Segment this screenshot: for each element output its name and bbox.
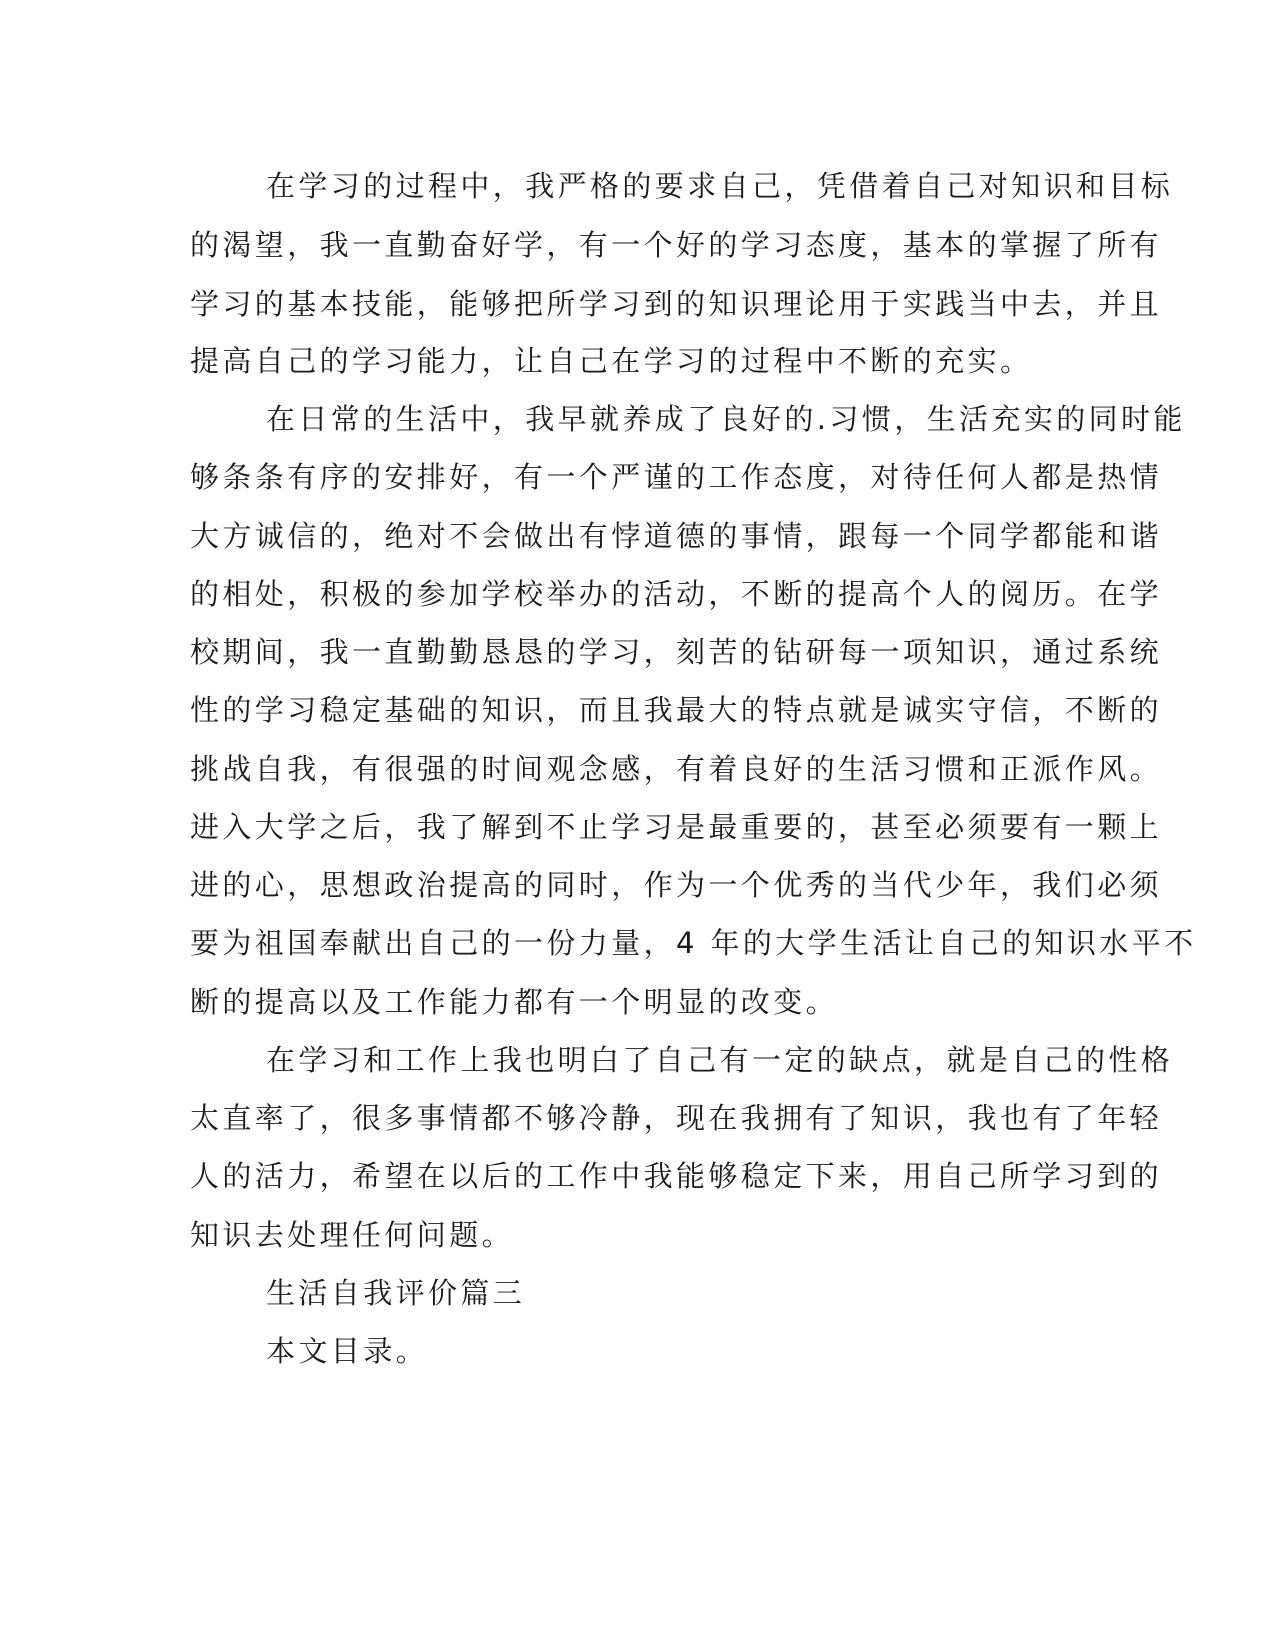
paragraph-line: 的相处，积极的参加学校举办的活动，不断的提高个人的阅历。在学 — [190, 577, 1163, 611]
paragraph-line: 要为祖国奉献出自己的一份力量，4 年的大学生活让自己的知识水平不 — [190, 926, 1197, 960]
paragraph-line: 挑战自我，有很强的时间观念感，有着良好的生活习惯和正派作风。 — [190, 752, 1163, 786]
paragraph-line: 在学习的过程中，我严格的要求自己，凭借着自己对知识和目标 — [266, 169, 1174, 203]
paragraph-line: 够条条有序的安排好，有一个严谨的工作态度，对待任何人都是热情 — [190, 460, 1163, 494]
paragraph-line: 在日常的生活中，我早就养成了良好的.习惯，生活充实的同时能 — [266, 402, 1186, 436]
table-of-contents-label: 本文目录。 — [266, 1334, 429, 1368]
paragraph-line: 大方诚信的，绝对不会做出有悖道德的事情，跟每一个同学都能和谐 — [190, 519, 1163, 553]
paragraph-line: 进的心，思想政治提高的同时，作为一个优秀的当代少年，我们必须 — [190, 868, 1163, 902]
paragraph-line: 的渴望，我一直勤奋好学，有一个好的学习态度，基本的掌握了所有 — [190, 228, 1163, 262]
paragraph-line: 学习的基本技能，能够把所学习到的知识理论用于实践当中去，并且 — [190, 287, 1163, 321]
paragraph-line: 性的学习稳定基础的知识，而且我最大的特点就是诚实守信，不断的 — [190, 693, 1163, 727]
paragraph-line: 校期间，我一直勤勤恳恳的学习，刻苦的钻研每一项知识，通过系统 — [190, 635, 1163, 669]
paragraph-line: 太直率了，很多事情都不够冷静，现在我拥有了知识，我也有了年轻 — [190, 1101, 1163, 1135]
paragraph-line: 知识去处理任何问题。 — [190, 1218, 515, 1252]
paragraph-line: 进入大学之后，我了解到不止学习是最重要的，甚至必须要有一颗上 — [190, 810, 1163, 844]
paragraph-line: 人的活力，希望在以后的工作中我能够稳定下来，用自己所学习到的 — [190, 1159, 1163, 1193]
paragraph-line: 在学习和工作上我也明白了自己有一定的缺点，就是自己的性格 — [266, 1043, 1174, 1077]
paragraph-line: 提高自己的学习能力，让自己在学习的过程中不断的充实。 — [190, 344, 1033, 378]
paragraph-line: 断的提高以及工作能力都有一个明显的改变。 — [190, 985, 839, 1019]
section-heading: 生活自我评价篇三 — [266, 1276, 526, 1310]
